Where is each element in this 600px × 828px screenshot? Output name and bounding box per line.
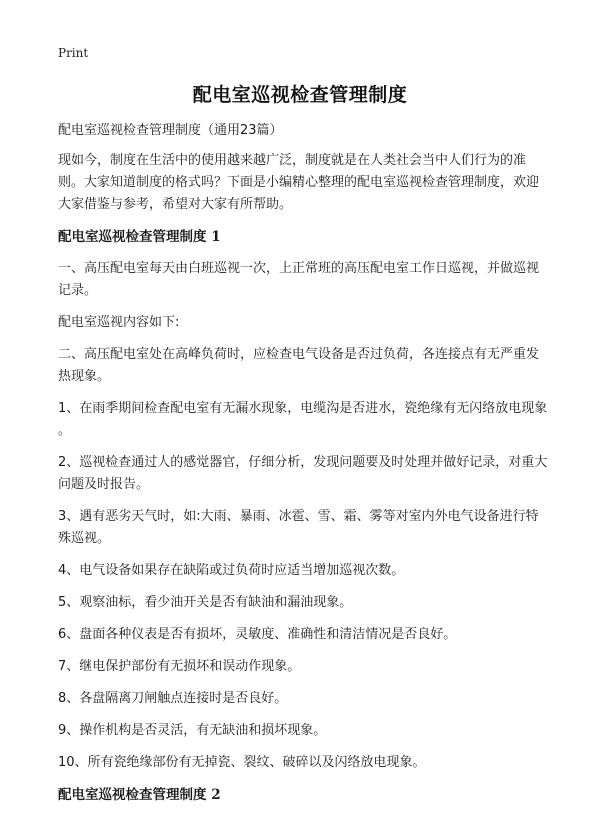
- paragraph: 二、高压配电室处在高峰负荷时，应检查电气设备是否过负荷，各连接点有无严重发热现象。: [58, 347, 540, 384]
- list-item: 5、观察油标，看少油开关是否有缺油和漏油现象。: [58, 595, 353, 610]
- list-item: 2、巡视检查通过人的感觉器官，仔细分析，发现问题要及时处理并做好记录，对重大问题及时报告。: [58, 455, 548, 492]
- intro-paragraph: 现如今，制度在生活中的使用越来越广泛，制度就是在人类社会当中人们行为的准则。大家知道制度的格式吗？下面是小编精心整理的配电室巡视检查管理制度，欢迎大家借鉴与参考，希望对大家有所帮助。: [58, 153, 540, 212]
- list-item: 3、遇有恶劣天气时，如:大雨、暴雨、冰雹、雪、霜、雾等对室内外电气设备进行特殊巡视。: [58, 509, 539, 546]
- list-item: 6、盘面各种仪表是否有损坏，灵敏度、准确性和清洁情况是否良好。: [58, 627, 457, 642]
- list-item: 4、电气设备如果存在缺陷或过负荷时应适当增加巡视次数。: [58, 563, 405, 578]
- list-item: 1、在雨季期间检查配电室有无漏水现象，电缆沟是否进水，瓷绝缘有无闪络放电现象 。: [58, 401, 548, 438]
- list-item: 9、操作机构是否灵活，有无缺油和损坏现象。: [58, 723, 327, 738]
- page-title: 配电室巡视检查管理制度: [192, 84, 408, 106]
- document-body: [58, 120, 548, 816]
- print-label[interactable]: Print: [58, 46, 89, 60]
- list-item: 8、各盘隔离刀闸触点连接时是否良好。: [58, 691, 288, 706]
- list-item: 10、所有瓷绝缘部份有无掉瓷、裂纹、破碎以及闪络放电现象。: [58, 755, 426, 770]
- document-subtitle: 配电室巡视检查管理制度（通用23篇）: [58, 123, 283, 138]
- list-item: 7、继电保护部份有无损坏和误动作现象。: [58, 659, 301, 674]
- section-heading-2: 配电室巡视检查管理制度 2: [58, 787, 221, 803]
- paragraph: 配电室巡视内容如下:: [58, 315, 180, 330]
- section-heading-1: 配电室巡视检查管理制度 1: [58, 229, 221, 245]
- paragraph: 一、高压配电室每天由白班巡视一次，上正常班的高压配电室工作日巡视，并做巡视记录。: [58, 261, 540, 298]
